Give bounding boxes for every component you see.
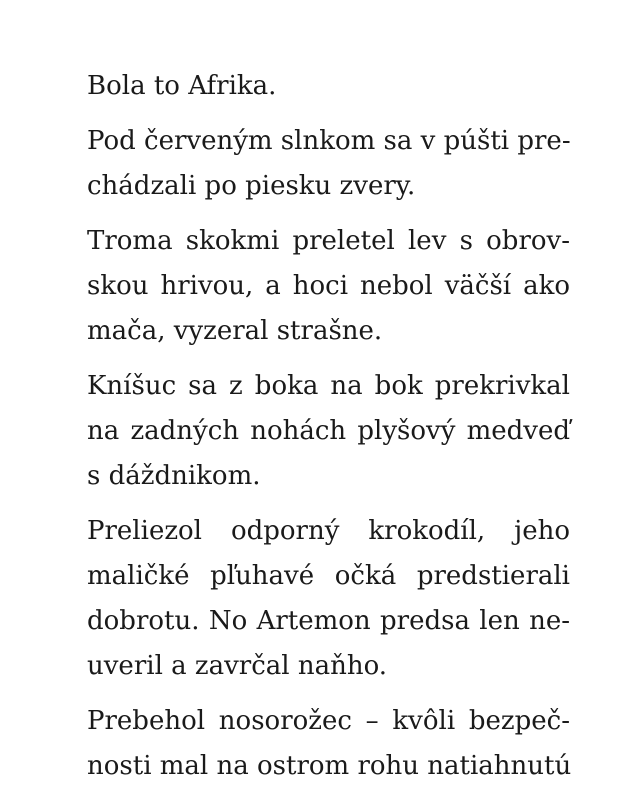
text-line: skou hrivou, a hoci nebol väčší ako [87,271,570,301]
text-line: Prebehol nosorožec – kvôli bezpeč- [87,706,570,736]
story-text [87,64,570,799]
text-line: s dáždnikom. [87,461,261,491]
text-line: dobrotu. No Artemon predsa len ne- [87,606,570,636]
text-line: Bola to Afrika. [87,71,277,101]
text-line: Pod červeným slnkom sa v púšti pre- [87,126,571,156]
text-line: Troma skokmi preletel lev s obrov- [87,226,570,256]
text-line: mača, vyzeral strašne. [87,316,383,346]
text-line: chádzali po piesku zvery. [87,171,416,201]
text-line: na zadných nohách plyšový medveď [87,416,570,446]
paragraph-1 [87,64,570,109]
text-line: Preliezol odporný krokodíl, jeho [87,516,570,546]
paragraph-6 [87,699,570,789]
paragraph-3 [87,219,570,354]
text-line: maličké pľuhavé očká predstierali [87,561,570,591]
paragraph-4 [87,364,570,499]
paragraph-5 [87,509,570,689]
text-line: uveril a zavrčal naňho. [87,651,388,681]
text-line: Kníšuc sa z boka na bok prekrivkal [87,371,570,401]
paragraph-2 [87,119,570,209]
text-line: nosti mal na ostrom rohu natiahnutú [87,751,572,781]
